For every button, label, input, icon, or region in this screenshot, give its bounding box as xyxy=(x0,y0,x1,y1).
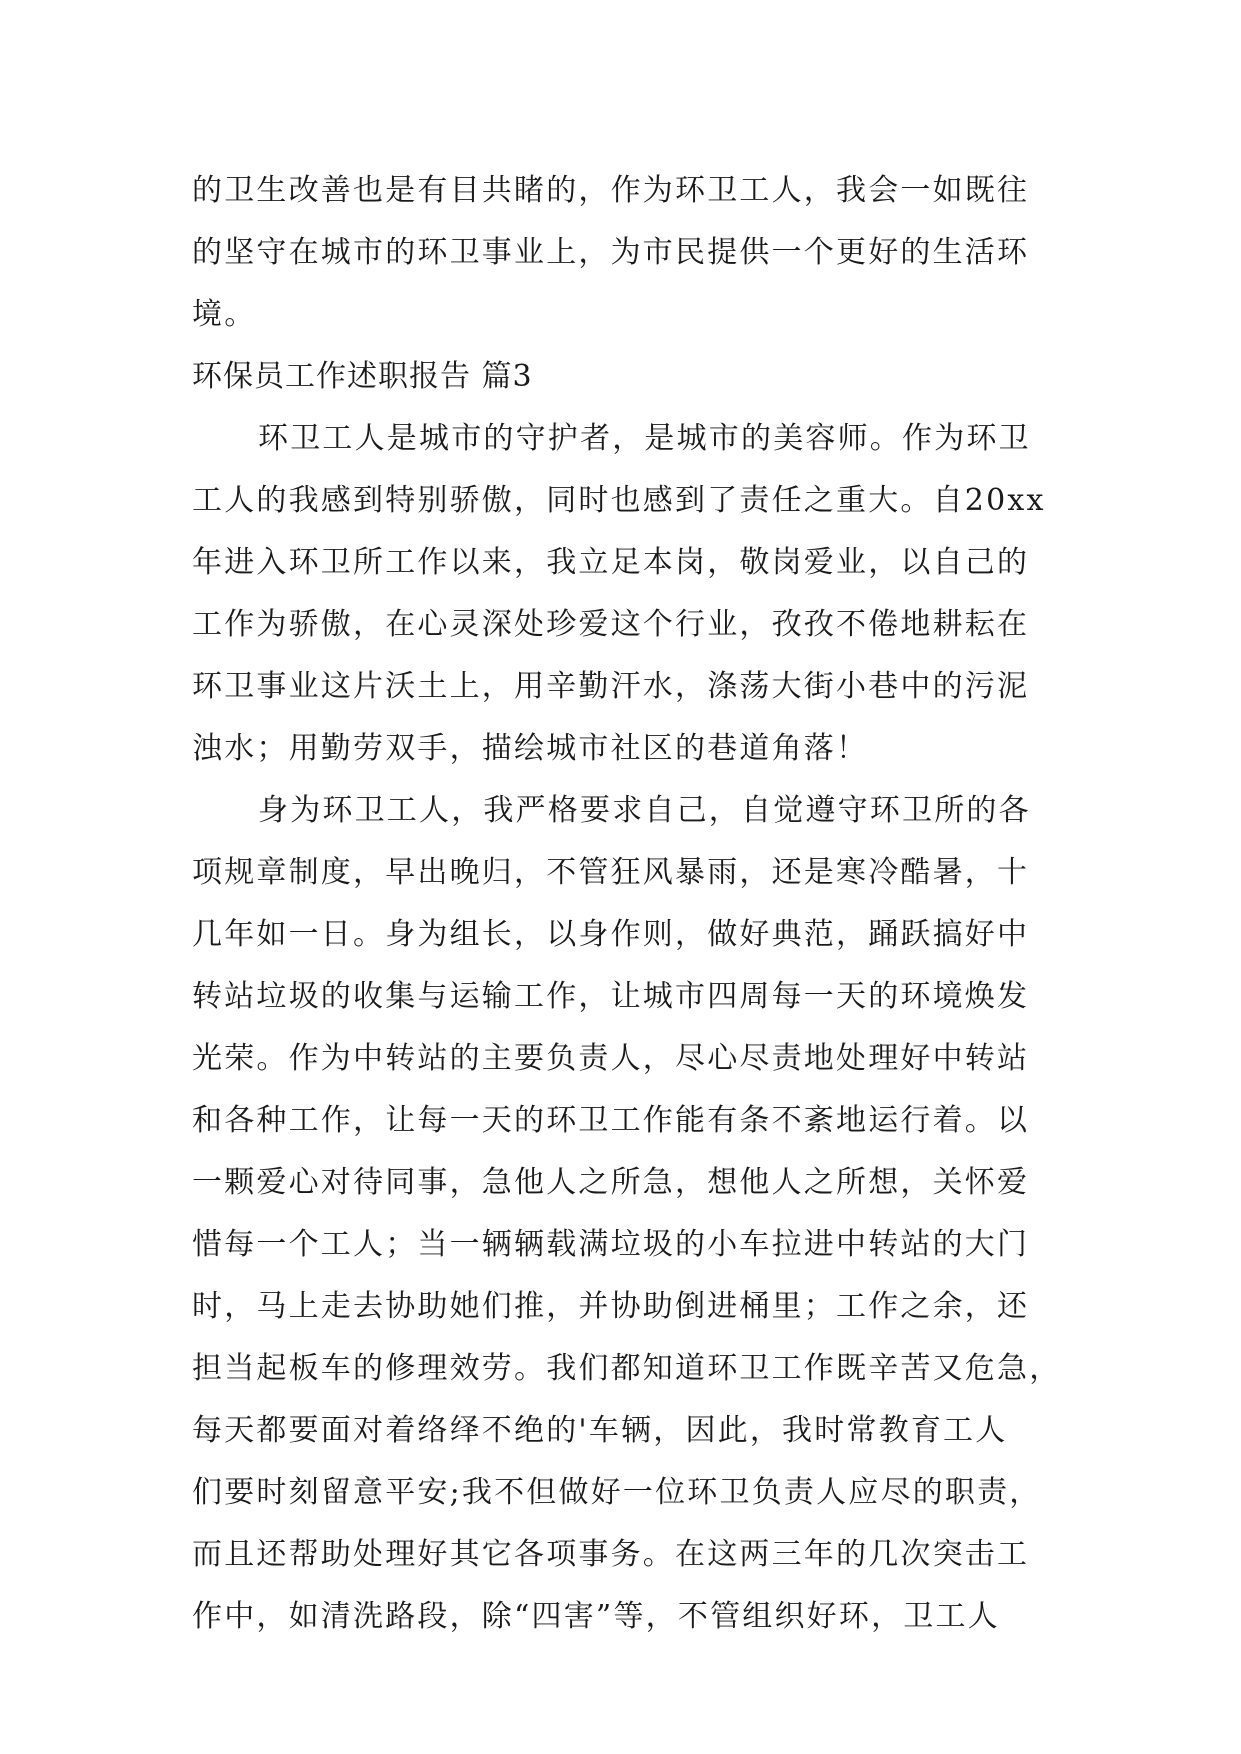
text-line: 转站垃圾的收集与运输工作，让城市四周每一天的环境焕发 xyxy=(192,979,1030,1014)
text-line: 惜每一个工人；当一辆辆载满垃圾的小车拉进中转站的大门 xyxy=(192,1227,1030,1262)
continuation-paragraph xyxy=(192,160,1052,346)
text-line: 一颗爱心对待同事，急他人之所急，想他人之所想，关怀爱 xyxy=(192,1165,1030,1200)
text-line: 和各种工作，让每一天的环卫工作能有条不紊地运行着。以 xyxy=(192,1103,1030,1138)
text-line: 浊水；用勤劳双手，描绘城市社区的巷道角落！ xyxy=(192,731,869,766)
text-line: 环卫事业这片沃土上，用辛勤汗水，涤荡大街小巷中的污泥 xyxy=(192,669,1030,704)
text-line: 作中，如清洗路段，除“四害”等，不管组织好环，卫工人 xyxy=(192,1599,1000,1634)
text-line: 担当起板车的修理效劳。我们都知道环卫工作既辛苦又危急， xyxy=(192,1351,1062,1386)
text-line: 工作为骄傲，在心灵深处珍爱这个行业，孜孜不倦地耕耘在 xyxy=(192,607,1030,642)
paragraph-2 xyxy=(192,780,1062,1648)
text-line: 年进入环卫所工作以来，我立足本岗，敬岗爱业，以自己的 xyxy=(192,545,1030,580)
text-line: 身为环卫工人，我严格要求自己，自觉遵守环卫所的各 xyxy=(258,793,1031,828)
text-line: 时，马上走去协助她们推，并协助倒进桶里；工作之余，还 xyxy=(192,1289,1030,1324)
text-line: 环卫工人是城市的守护者，是城市的美容师。作为环卫 xyxy=(258,421,1031,456)
section-heading: 环保员工作述职报告 篇3 xyxy=(192,359,533,394)
text-line: 几年如一日。身为组长，以身作则，做好典范，踊跃搞好中 xyxy=(192,917,1030,952)
text-line: 的卫生改善也是有目共睹的，作为环卫工人，我会一如既往 xyxy=(192,173,1030,208)
text-line: 的坚守在城市的环卫事业上，为市民提供一个更好的生活环 xyxy=(192,235,1030,270)
text-line: 境。 xyxy=(192,297,257,332)
document-body xyxy=(192,160,1062,1648)
text-line: 们要时刻留意平安;我不但做好一位环卫负责人应尽的职责， xyxy=(192,1475,1042,1510)
text-line: 项规章制度，早出晚归，不管狂风暴雨，还是寒冷酷暑，十 xyxy=(192,855,1030,890)
paragraph-1 xyxy=(192,408,1052,780)
text-line: 每天都要面对着络绎不绝的'车辆，因此，我时常教育工人 xyxy=(192,1413,1008,1448)
text-line: 工人的我感到特别骄傲，同时也感到了责任之重大。自20xx xyxy=(192,483,1046,518)
text-line: 而且还帮助处理好其它各项事务。在这两三年的几次突击工 xyxy=(192,1537,1030,1572)
text-line: 光荣。作为中转站的主要负责人，尽心尽责地处理好中转站 xyxy=(192,1041,1030,1076)
